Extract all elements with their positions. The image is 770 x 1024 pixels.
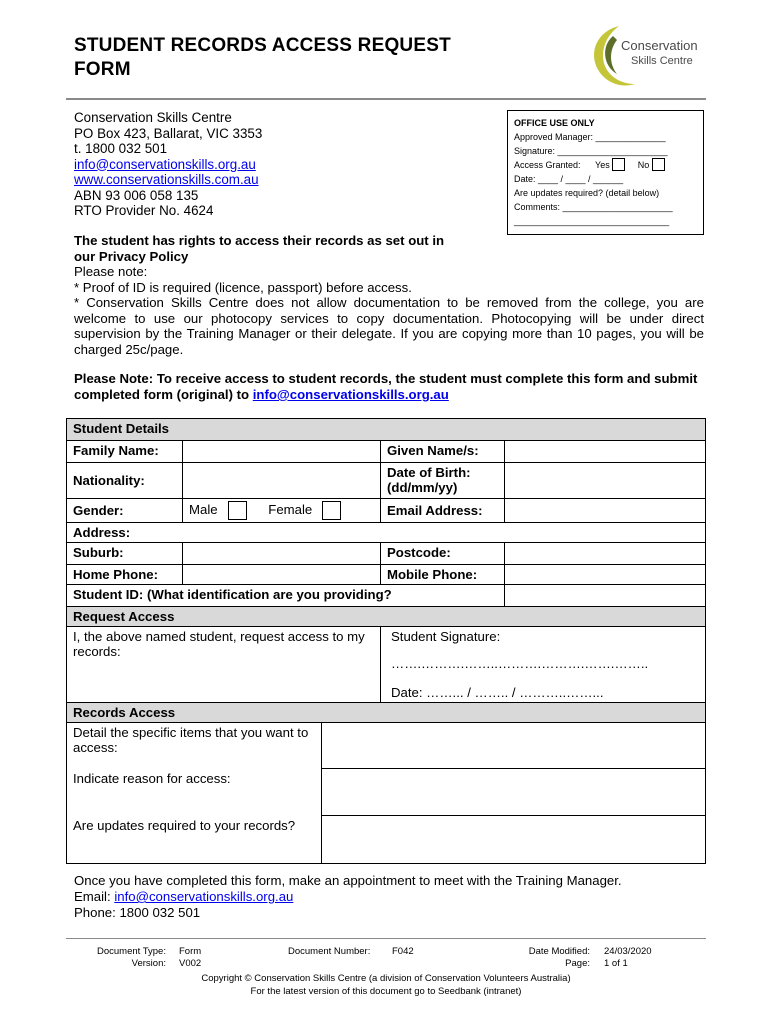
- office-title: OFFICE USE ONLY: [514, 118, 595, 128]
- gender-options: [183, 499, 381, 523]
- detail-items-label: Detail the specific items that you want to access:: [67, 723, 322, 769]
- office-date: Date: ____ / ____ / ______: [514, 174, 624, 184]
- office-comments: Comments: ______________________: [514, 202, 673, 212]
- office-line: _______________________________: [514, 216, 670, 226]
- page-title: [74, 34, 451, 82]
- home-phone-label: Home Phone:: [67, 565, 183, 585]
- submit-note-text: Please Note: To receive access to student records, the student must complete this form and submit completed form (original) to: [74, 371, 698, 402]
- date-modified-label: Date Modified:: [528, 946, 590, 957]
- title-line-1: STUDENT RECORDS ACCESS REQUEST: [74, 35, 451, 56]
- signature-label: Student Signature:: [391, 629, 501, 644]
- detail-items-field[interactable]: [322, 723, 706, 769]
- suburb-label: Suburb:: [67, 543, 183, 565]
- doc-number-label: Document Number:: [288, 946, 371, 957]
- dob-field[interactable]: [505, 463, 706, 499]
- student-id-field[interactable]: [505, 585, 706, 607]
- footer-left-values: [179, 946, 259, 970]
- org-rto: RTO Provider No. 4624: [74, 203, 214, 218]
- given-name-field[interactable]: [505, 441, 706, 463]
- office-updates: Are updates required? (detail below): [514, 188, 660, 198]
- office-access-row: [514, 158, 697, 172]
- office-no-label: No: [637, 160, 650, 170]
- org-contact: [74, 110, 262, 219]
- doc-type-label: Document Type:: [96, 946, 166, 957]
- version-label: Version:: [131, 958, 166, 969]
- gender-label: Gender:: [67, 499, 183, 523]
- footer-divider: [66, 938, 706, 939]
- student-details-header: Student Details: [67, 419, 706, 441]
- gender-male-label: Male: [189, 502, 218, 517]
- office-yes-checkbox[interactable]: [612, 158, 625, 171]
- student-signature-cell[interactable]: [381, 627, 706, 703]
- org-email-link[interactable]: info@conservationskills.org.au: [74, 156, 256, 172]
- office-signature: Signature: ______________________: [514, 146, 668, 156]
- gender-male-checkbox[interactable]: [228, 501, 247, 520]
- submit-note: [74, 371, 704, 403]
- closing-instructions: [74, 873, 704, 921]
- signature-date: Date: ……... / …….. / ………..……...: [391, 685, 604, 700]
- org-address: PO Box 423, Ballarat, VIC 3353: [74, 125, 263, 141]
- dob-label: Date of Birth: (dd/mm/yy): [381, 463, 505, 499]
- org-name: Conservation Skills Centre: [74, 110, 232, 125]
- request-access-text: I, the above named student, request access to my records:: [67, 627, 381, 703]
- closing-email-link[interactable]: info@conservationskills.org.au: [114, 889, 294, 904]
- doc-number-value: F042: [392, 946, 414, 957]
- closing-text: Once you have completed this form, make an appointment to meet with the Training Manager.: [74, 873, 622, 888]
- logo-swoosh-outer: [594, 26, 635, 86]
- mobile-phone-field[interactable]: [505, 565, 706, 585]
- date-modified-value: 24/03/2020: [604, 946, 652, 957]
- office-no-checkbox[interactable]: [652, 158, 665, 171]
- rights-section: [74, 233, 704, 357]
- footer-right-labels: [480, 946, 590, 970]
- email-field[interactable]: [505, 499, 706, 523]
- suburb-field[interactable]: [183, 543, 381, 565]
- family-name-label: Family Name:: [67, 441, 183, 463]
- rights-please-note: Please note:: [74, 264, 148, 279]
- postcode-label: Postcode:: [381, 543, 505, 565]
- family-name-field[interactable]: [183, 441, 381, 463]
- doc-type-value: Form: [179, 946, 202, 957]
- rights-bullet-1: * Proof of ID is required (licence, passport) before access.: [74, 279, 412, 295]
- logo-text-1: Conservation: [621, 38, 698, 53]
- footer-right-values: [604, 946, 694, 970]
- mobile-phone-label: Mobile Phone:: [381, 565, 505, 585]
- office-access-label: Access Granted:: [514, 160, 581, 170]
- copyright-text: Copyright © Conservation Skills Centre (a division of Conservation Volunteers Australia): [201, 973, 571, 984]
- nationality-field[interactable]: [183, 463, 381, 499]
- title-line-2: FORM: [74, 59, 131, 80]
- reason-field[interactable]: [322, 769, 706, 816]
- submit-note-email-link[interactable]: info@conservationskills.org.au: [252, 387, 449, 402]
- email-label: Email Address:: [381, 499, 505, 523]
- signature-dots: …….……….……..……….……….…….……..: [391, 656, 649, 671]
- student-id-label: Student ID: (What identification are you providing?: [67, 585, 505, 607]
- updates-label: Are updates required to your records?: [67, 816, 322, 864]
- org-phone: t. 1800 032 501: [74, 141, 168, 156]
- gender-female-label: Female: [268, 502, 313, 517]
- rights-heading-2: our Privacy Policy: [74, 248, 189, 264]
- rights-bullet-2: * Conservation Skills Centre does not allow documentation to be removed from the college, you are welcome to use our photocopy services to copy documentation. Photocopying will be under direct supervision by the Training Manager or their delegate. If you are copying more than 10 pages, you will be charged 25c/page.: [74, 295, 704, 357]
- gender-female-checkbox[interactable]: [322, 501, 341, 520]
- address-label[interactable]: Address:: [67, 523, 706, 543]
- request-form-table: [66, 418, 706, 864]
- records-access-header: Records Access: [67, 703, 706, 723]
- copyright-block: [66, 972, 706, 998]
- rights-heading-1: The student has rights to access their records as set out in: [74, 233, 445, 248]
- logo-text-2: Skills Centre: [631, 55, 693, 67]
- office-yes-label: Yes: [595, 160, 610, 170]
- org-website-link[interactable]: www.conservationskills.com.au: [74, 172, 259, 187]
- office-approved: Approved Manager: ______________: [514, 132, 666, 142]
- home-phone-field[interactable]: [183, 565, 381, 585]
- request-access-header: Request Access: [67, 607, 706, 627]
- page-label: Page:: [565, 958, 590, 969]
- given-name-label: Given Name/s:: [381, 441, 505, 463]
- office-use-box: [507, 110, 704, 235]
- closing-email-label: Email:: [74, 889, 115, 904]
- logo: [583, 22, 703, 92]
- page-value: 1 of 1: [604, 958, 628, 969]
- updates-field[interactable]: [322, 816, 706, 864]
- version-value: V002: [179, 958, 202, 969]
- reason-label: Indicate reason for access:: [67, 769, 322, 816]
- postcode-field[interactable]: [505, 543, 706, 565]
- footer-left-labels: [66, 946, 166, 970]
- nationality-label: Nationality:: [67, 463, 183, 499]
- header-divider: [66, 98, 706, 100]
- logo-swoosh-inner: [605, 36, 617, 74]
- org-abn: ABN 93 006 058 135: [74, 187, 199, 203]
- closing-phone: Phone: 1800 032 501: [74, 905, 201, 920]
- latest-version-text: For the latest version of this document go to Seedbank (intranet): [250, 986, 522, 997]
